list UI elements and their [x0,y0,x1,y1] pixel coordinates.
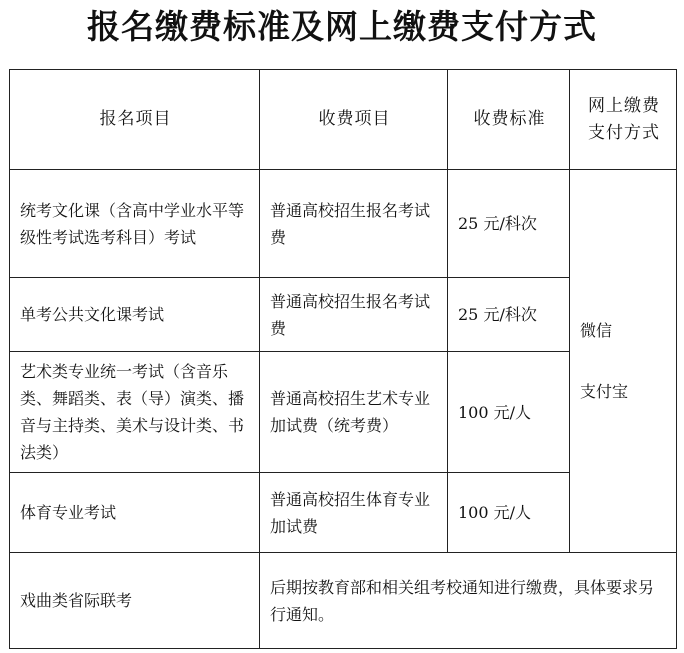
last-row-project: 戏曲类省际联考 [10,553,260,649]
table-row [10,170,677,278]
last-row-note: 后期按教育部和相关组考校通知进行缴费，具体要求另行通知。 [260,553,677,649]
payment-wechat: 微信 [580,321,613,340]
fee-table [9,69,677,649]
row-fee-item: 普通高校招生体育专业加试费 [260,473,448,553]
row-standard: 100 元/人 [448,473,570,553]
header-standard: 收费标准 [448,70,570,170]
table-row-last [10,553,677,649]
row-standard: 25 元/科次 [448,170,570,278]
row-standard: 100 元/人 [448,352,570,473]
row-standard: 25 元/科次 [448,278,570,352]
row-project: 体育专业考试 [10,473,260,553]
page-title: 报名缴费标准及网上缴费支付方式 [87,7,597,46]
row-project: 单考公共文化课考试 [10,278,260,352]
header-fee-item: 收费项目 [260,70,448,170]
header-row [10,70,677,170]
row-fee-item: 普通高校招生报名考试费 [260,170,448,278]
row-fee-item: 普通高校招生艺术专业加试费（统考费） [260,352,448,473]
payment-alipay: 支付宝 [580,382,629,401]
payment-methods-cell [570,170,677,553]
row-project: 统考文化课（含高中学业水平等级性考试选考科目）考试 [10,170,260,278]
header-project: 报名项目 [10,70,260,170]
row-project: 艺术类专业统一考试（含音乐类、舞蹈类、表（导）演类、播音与主持类、美术与设计类、书法类） [10,352,260,473]
row-fee-item: 普通高校招生报名考试费 [260,278,448,352]
header-payment: 网上缴费支付方式 [570,70,677,170]
